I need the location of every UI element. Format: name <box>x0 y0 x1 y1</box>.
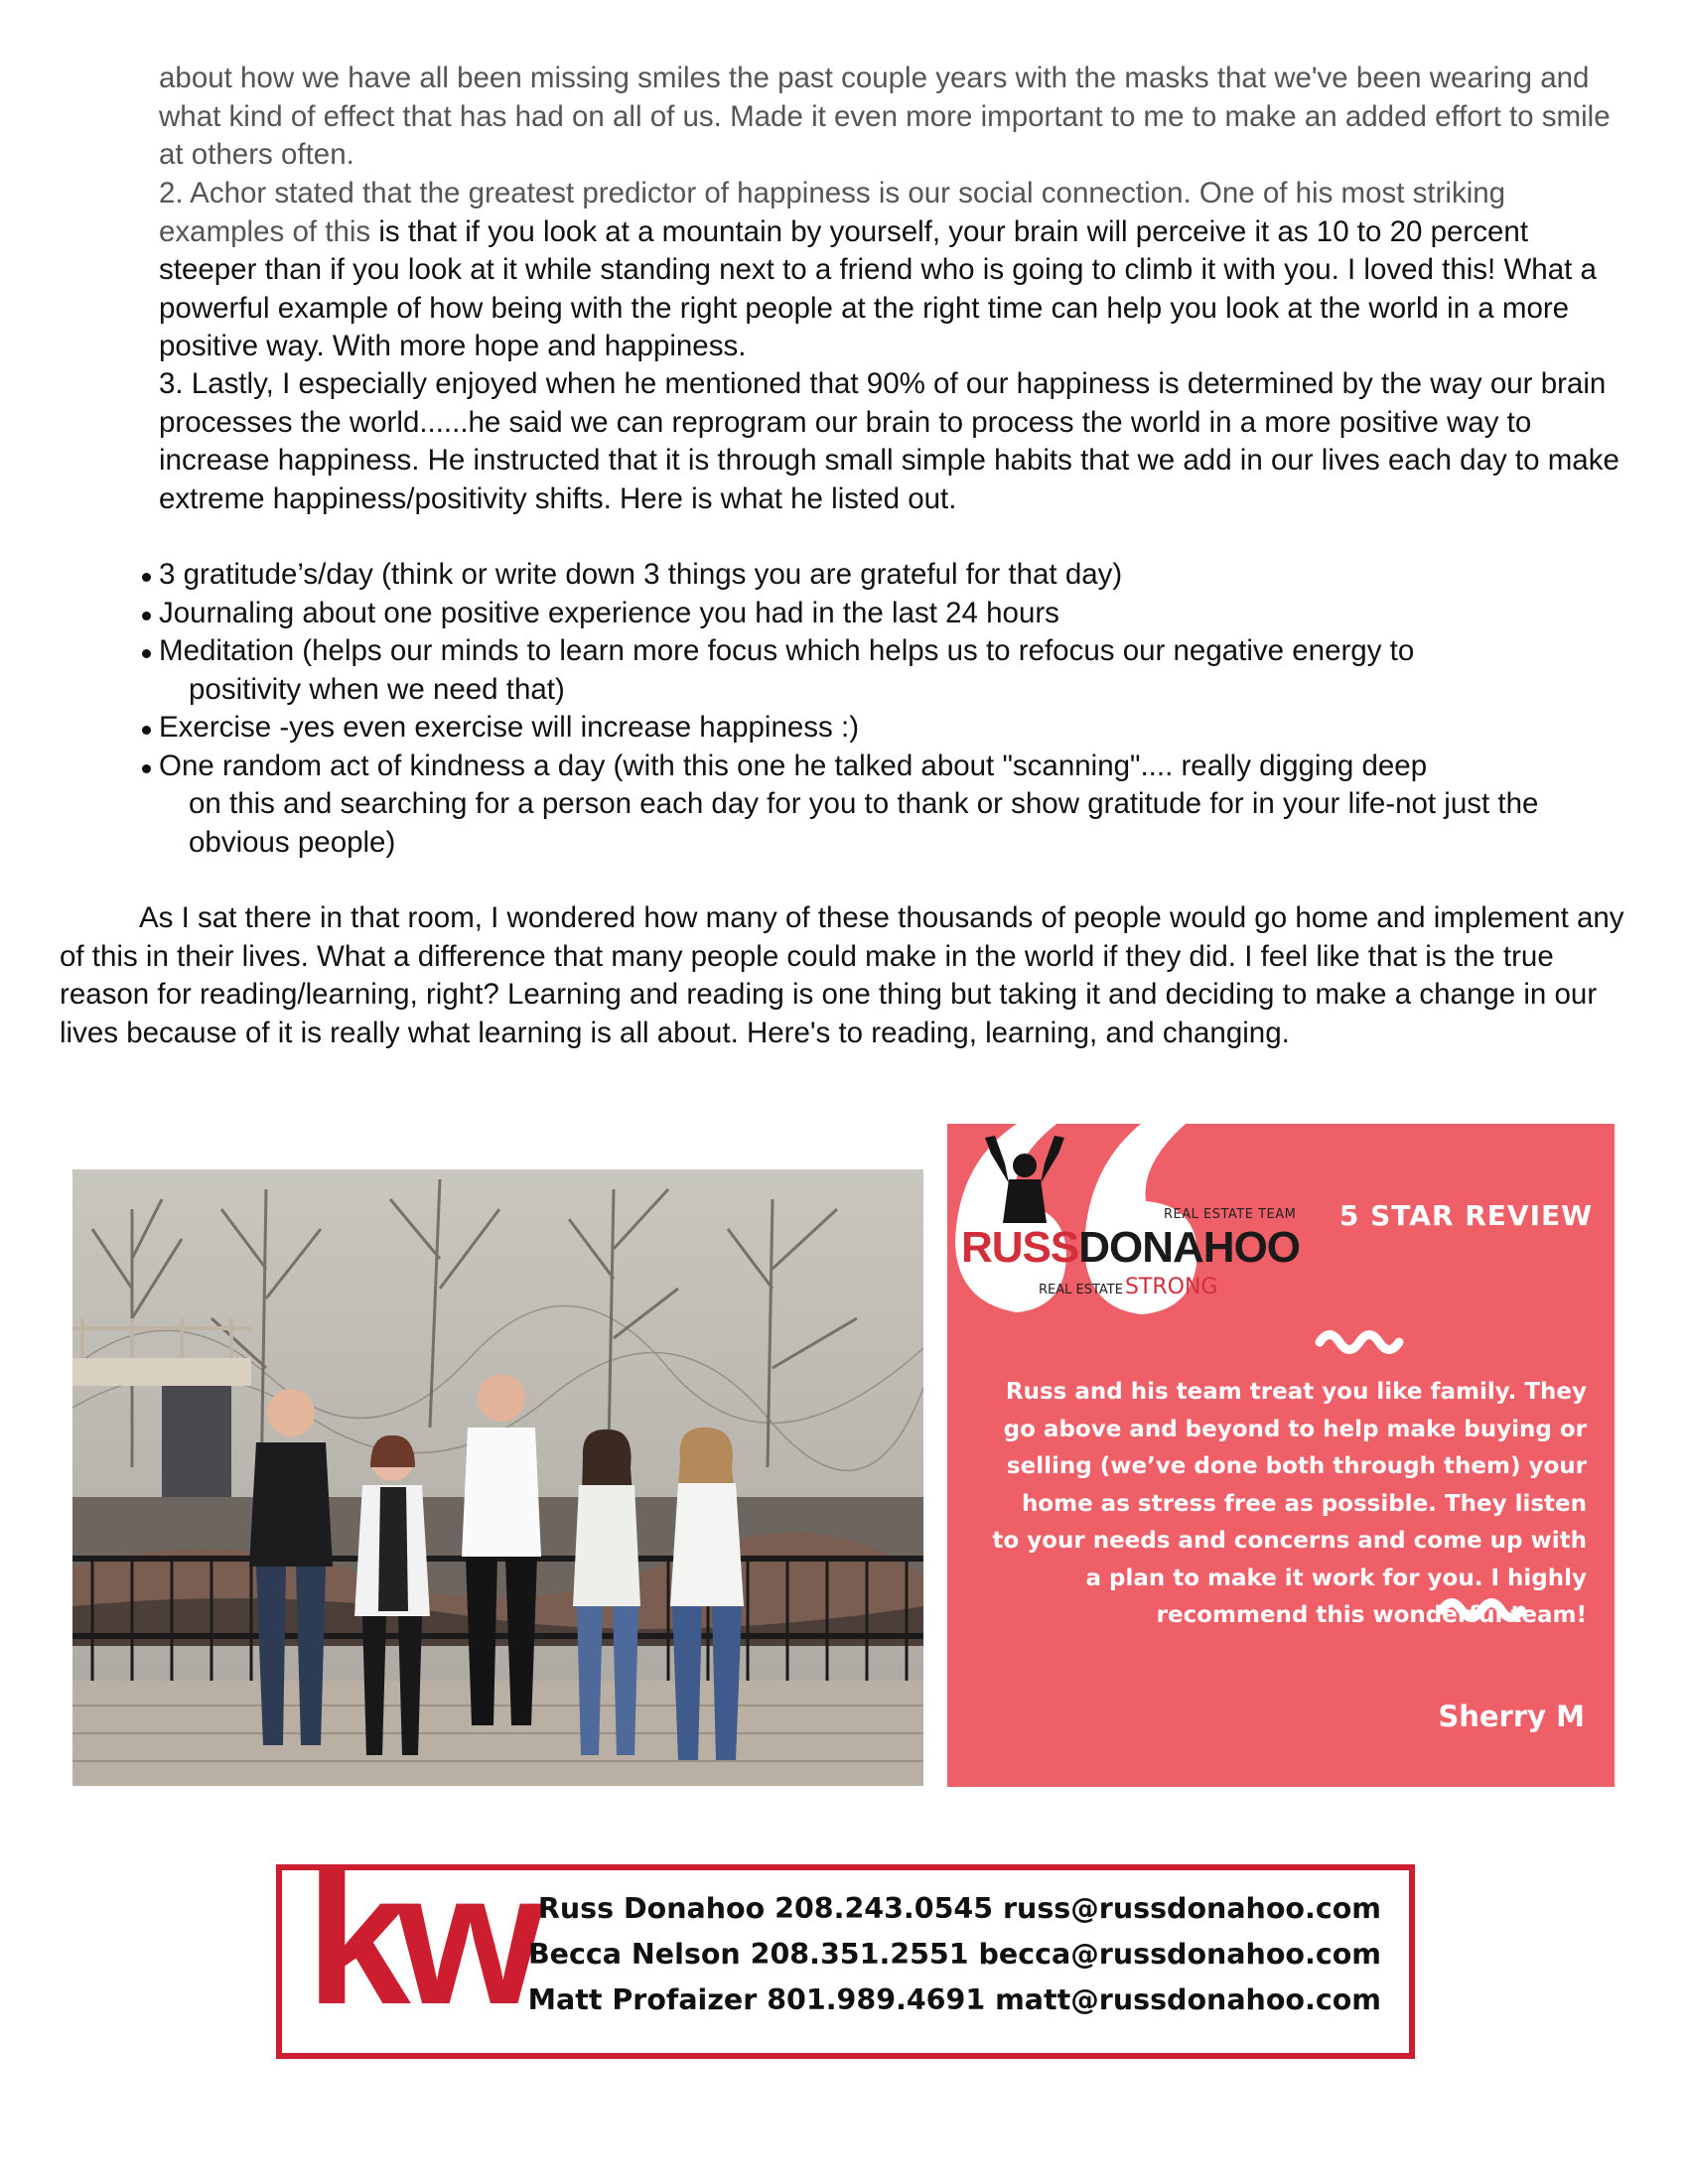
team-photo-illustration <box>72 1169 923 1786</box>
contact-matt: Matt Profaizer 801.989.4691 matt@russdonahoo.com <box>527 1983 1381 2016</box>
list-item-text: Meditation (helps our minds to learn more focus which helps us to refocus our negative energy to <box>159 634 1415 667</box>
list-item <box>139 595 1628 633</box>
review-heading: 5 STAR REVIEW <box>1338 1199 1593 1232</box>
logo-russ: RUSS <box>961 1223 1079 1272</box>
bullet-icon <box>142 573 151 582</box>
logo-wordmark <box>961 1223 1300 1273</box>
paragraph-social-connection-body: is that if you look at a mountain by yourself, your brain will perceive it as 10 to 20 percent steeper than if you look at it while standing next to a friend who is going to climb it with you. I loved this! What a powerful example of how being with the right people at the right time can help you look at the world in a more positive way. With more hope and happiness. <box>159 214 1597 362</box>
contact-becca: Becca Nelson 208.351.2551 becca@russdonahoo.com <box>527 1938 1381 1971</box>
russ-donahoo-logo <box>961 1207 1329 1346</box>
logo-donahoo: DONAHOO <box>1078 1223 1301 1272</box>
contact-russ: Russ Donahoo 208.243.0545 russ@russdonahoo.com <box>537 1892 1381 1925</box>
list-item-text: One random act of kindness a day (with this one he talked about "scanning".... really digging deep <box>159 749 1428 782</box>
logo-real-estate: REAL ESTATE <box>1039 1283 1123 1297</box>
paragraph-happiness-habits: 3. Lastly, I especially enjoyed when he mentioned that 90% of our happiness is determined by the way our brain processes the world......he said we can reprogram our brain to process the world in a more positive way to increase happiness. He instructed that it is through small simple habits that we add in our lives each day to make extreme happiness/positivity shifts. Here is what he listed out. <box>159 367 1619 515</box>
list-item <box>139 748 1628 863</box>
paragraph-social-connection <box>159 175 1628 366</box>
kw-logo: kw <box>306 1834 530 2044</box>
list-item-continuation: positivity when we need that) <box>189 672 565 706</box>
list-item <box>139 556 1628 595</box>
review-card <box>947 1124 1615 1787</box>
list-item-text: 3 gratitude’s/day (think or write down 3 things you are grateful for that day) <box>159 558 1123 591</box>
review-quote: Russ and his team treat you like family. They go above and beyond to help make buying or selling (we’ve done both through them) your home as stress free as possible. They listen to your needs and concerns and come up with a plan to make it work for you. I highly recommend this wonderful team! <box>992 1379 1587 1628</box>
list-item-text: Exercise -yes even exercise will increase happiness :) <box>159 711 860 744</box>
bullet-icon <box>142 649 151 658</box>
list-item-continuation: on this and searching for a person each day for you to thank or show gratitude for in your life-not just the obvious people) <box>189 787 1539 859</box>
logo-subline <box>1039 1275 1217 1299</box>
logo-strong: STRONG <box>1124 1275 1218 1299</box>
list-item-text: Journaling about one positive experience you had in the last 24 hours <box>159 596 1059 629</box>
paragraph-social-connection-lead: 2. Achor stated that the greatest predictor of happiness is our social connection. One of his most striking examples of this <box>159 177 1506 248</box>
list-item <box>139 709 1628 748</box>
bullet-icon <box>142 764 151 773</box>
squiggle-icon <box>1320 1335 1399 1350</box>
bullet-icon <box>142 726 151 735</box>
habits-list <box>139 556 1628 862</box>
logo-tagline-top: REAL ESTATE TEAM <box>1164 1207 1297 1222</box>
contact-footer <box>276 1834 1415 2059</box>
list-item <box>139 632 1628 709</box>
team-photo <box>72 1169 923 1786</box>
bullet-icon <box>142 612 151 620</box>
paragraph-smiles: about how we have all been missing smiles the past couple years with the masks that we've been wearing and what kind of effect that has had on all of us. Made it even more important to me to make an added effort to smile at others often. <box>159 62 1611 171</box>
paragraph-closing: As I sat there in that room, I wondered how many of these thousands of people would go home and implement any of this in their lives. What a difference that many people could make in the world if they did. I feel like that is the true reason for reading/learning, right? Learning and reading is one thing but taking it and deciding to make a change in our lives because of it is really what learning is all about. Here's to reading, learning, and changing. <box>60 901 1624 1049</box>
review-author: Sherry M <box>1438 1700 1585 1733</box>
